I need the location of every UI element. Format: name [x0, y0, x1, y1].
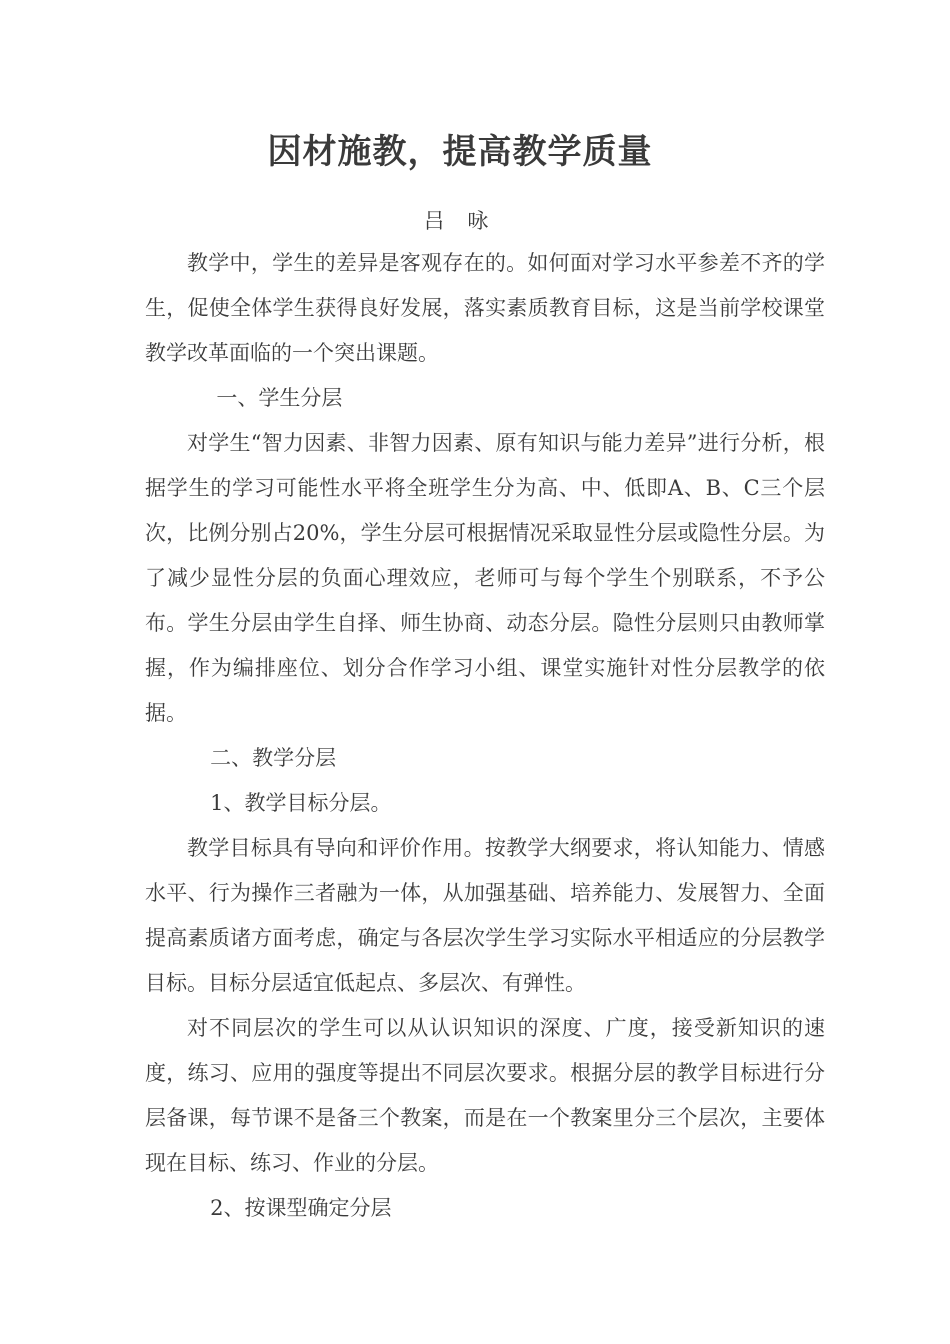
document-title: 因材施教，提高教学质量: [267, 132, 653, 172]
paragraph-different-levels: 对不同层次的学生可以从认识知识的深度、广度，接受新知识的速度，练习、应用的强度等提出不同层次要求。根据分层的教学目标进行分层备课，每节课不是备三个教案，而是在一个教案里分三个层次，主要体现在目标、练习、作业的分层。: [145, 1016, 825, 1175]
subheading-lesson-type: 2、按课型确定分层: [210, 1196, 392, 1220]
section-heading-student-layering: 一、学生分层: [216, 386, 343, 410]
paragraph-teaching-goals: 教学目标具有导向和评价作用。按教学大纲要求，将认知能力、情感水平、行为操作三者融为一体，从加强基础、培养能力、发展智力、全面提高素质诸方面考虑，确定与各层次学生学习实际水平相适应的分层教学目标。目标分层适宜低起点、多层次、有弹性。: [145, 836, 825, 995]
section-heading-teaching-layering: 二、教学分层: [210, 746, 337, 770]
document-body: [145, 241, 825, 1231]
paragraph-student-layering: 对学生“智力因素、非智力因素、原有知识与能力差异”进行分析，根据学生的学习可能性水平将全班学生分为高、中、低即A、B、C三个层次，比例分别占20%，学生分层可根据情况采取显性分层或隐性分层。为了减少显性分层的负面心理效应，老师可与每个学生个别联系，不予公布。学生分层由学生自择、师生协商、动态分层。隐性分层则只由教师掌握，作为编排座位、划分合作学习小组、课堂实施针对性分层教学的依据。: [145, 431, 825, 725]
author-name: 吕 咏: [423, 209, 497, 233]
subheading-teaching-goals: 1、教学目标分层。: [210, 791, 392, 815]
paragraph-intro: 教学中，学生的差异是客观存在的。如何面对学习水平参差不齐的学生，促使全体学生获得良好发展，落实素质教育目标，这是当前学校课堂教学改革面临的一个突出课题。: [145, 251, 825, 365]
